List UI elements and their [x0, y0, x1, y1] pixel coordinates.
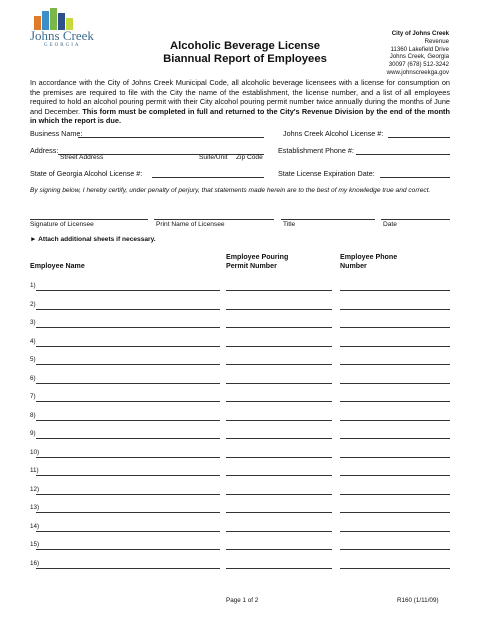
- form-title: [140, 40, 350, 66]
- employee-name-field[interactable]: [36, 327, 220, 328]
- row-number: 12): [30, 485, 40, 493]
- permit-number-field[interactable]: [226, 531, 332, 532]
- row-number: 3): [30, 319, 36, 326]
- row-number: 2): [30, 300, 36, 308]
- permit-number-field[interactable]: [226, 364, 332, 365]
- title-line-1: Alcoholic Beverage License: [169, 40, 321, 52]
- attach-note: ► Attach additional sheets if necessary.: [30, 236, 156, 243]
- print-name-label: Print Name of Licensee: [156, 221, 225, 228]
- permit-number-field[interactable]: [226, 457, 332, 458]
- business-name-field[interactable]: [78, 137, 264, 138]
- col-phone-number: Employee Phone Number: [340, 253, 398, 270]
- page-number: Page 1 of 2: [226, 597, 259, 604]
- employee-phone-field[interactable]: [340, 568, 450, 569]
- row-number: 11): [30, 467, 39, 474]
- row-number: 16): [30, 559, 40, 567]
- suite-sublabel: Suite/Unit: [199, 154, 228, 161]
- employee-name-field[interactable]: [36, 290, 220, 291]
- row-number: 14): [30, 522, 40, 530]
- row-number: 15): [30, 541, 40, 548]
- row-number: 10): [30, 448, 40, 456]
- print-name-field[interactable]: [154, 219, 274, 220]
- permit-number-field[interactable]: [226, 401, 332, 402]
- address-city: Johns Creek, Georgia: [389, 53, 449, 61]
- employee-name-field[interactable]: [36, 401, 220, 402]
- permit-number-field[interactable]: [226, 438, 332, 439]
- address-dept: Revenue: [424, 37, 449, 45]
- employee-name-field[interactable]: [36, 549, 220, 550]
- logo-name: Johns Creek: [30, 28, 94, 43]
- address-block: [387, 30, 449, 77]
- logo-subtitle: GEORGIA: [44, 43, 81, 48]
- employee-phone-field[interactable]: [340, 420, 450, 421]
- title-field[interactable]: [281, 219, 375, 220]
- row-number: 8): [30, 411, 36, 419]
- permit-number-field[interactable]: [226, 512, 332, 513]
- phone-label: Establishment Phone #:: [278, 146, 354, 155]
- permit-number-field[interactable]: [226, 383, 332, 384]
- address-website: www.johnscreekga.gov: [386, 68, 449, 76]
- certification-statement: By signing below, I hereby certify, under penalty of perjury, that statements made herein are to the best of my knowledge true and correct.: [30, 187, 431, 194]
- row-number: 6): [30, 374, 36, 382]
- city-logo-bars: [34, 8, 76, 30]
- alcohol-license-field[interactable]: [388, 137, 450, 138]
- date-label: Date: [383, 221, 397, 228]
- address-zip-phone: 30097 (678) 512-3242: [388, 61, 449, 69]
- state-license-label: State of Georgia Alcohol License #:: [30, 169, 143, 178]
- row-number: 5): [30, 356, 36, 363]
- permit-number-field[interactable]: [226, 420, 332, 421]
- employee-phone-field[interactable]: [340, 531, 450, 532]
- expiration-field[interactable]: [380, 177, 450, 178]
- employee-phone-field[interactable]: [340, 290, 450, 291]
- zip-sublabel: Zip Code: [236, 154, 263, 161]
- employee-phone-field[interactable]: [340, 327, 450, 328]
- employee-name-field[interactable]: [36, 364, 220, 365]
- employee-phone-field[interactable]: [340, 346, 450, 347]
- form-id: R160 (1/11/09): [397, 597, 439, 604]
- permit-number-field[interactable]: [226, 568, 332, 569]
- col-employee-name: Employee Name: [30, 262, 85, 270]
- employee-phone-field[interactable]: [340, 438, 450, 439]
- street-address-sublabel: Street Address: [60, 154, 104, 161]
- permit-number-field[interactable]: [226, 475, 332, 476]
- permit-number-field[interactable]: [226, 494, 332, 495]
- business-name-label: Business Name:: [30, 129, 83, 138]
- expiration-label: State License Expiration Date:: [278, 169, 375, 178]
- employee-name-field[interactable]: [36, 457, 220, 458]
- signature-field[interactable]: [30, 219, 148, 220]
- employee-phone-field[interactable]: [340, 457, 450, 458]
- employee-phone-field[interactable]: [340, 549, 450, 550]
- intro-paragraph: [30, 78, 450, 126]
- employee-name-field[interactable]: [36, 568, 220, 569]
- row-number: 7): [30, 393, 36, 400]
- employee-phone-field[interactable]: [340, 383, 450, 384]
- permit-number-field[interactable]: [226, 327, 332, 328]
- date-field[interactable]: [381, 219, 450, 220]
- employee-name-field[interactable]: [36, 383, 220, 384]
- title-line-2: Biannual Report of Employees: [163, 53, 327, 65]
- alcohol-license-label: Johns Creek Alcohol License #:: [283, 129, 384, 138]
- signature-label: Signature of Licensee: [30, 221, 94, 228]
- employee-phone-field[interactable]: [340, 364, 450, 365]
- address-label: Address:: [30, 146, 59, 155]
- row-number: 9): [30, 430, 36, 437]
- col-pouring-permit: Employee Pouring Permit Number: [226, 253, 289, 270]
- state-license-field[interactable]: [152, 177, 264, 178]
- row-number: 4): [30, 337, 36, 345]
- permit-number-field[interactable]: [226, 549, 332, 550]
- title-label: Title: [283, 221, 296, 228]
- employee-name-field[interactable]: [36, 346, 220, 347]
- row-number: 13): [30, 504, 40, 511]
- phone-field[interactable]: [356, 154, 450, 155]
- row-number: 1): [30, 282, 36, 289]
- employee-phone-field[interactable]: [340, 475, 450, 476]
- employee-phone-field[interactable]: [340, 401, 450, 402]
- employee-name-field[interactable]: [36, 475, 220, 476]
- permit-number-field[interactable]: [226, 346, 332, 347]
- employee-name-field[interactable]: [36, 420, 220, 421]
- address-org: City of Johns Creek: [391, 30, 449, 37]
- employee-phone-field[interactable]: [340, 309, 450, 310]
- address-street: 11360 Lakefield Drive: [390, 45, 449, 53]
- employee-name-field[interactable]: [36, 309, 220, 310]
- employee-phone-field[interactable]: [340, 494, 450, 495]
- employee-name-field[interactable]: [36, 531, 220, 532]
- employee-name-field[interactable]: [36, 438, 220, 439]
- employee-phone-field[interactable]: [340, 512, 450, 513]
- intro-bold-text: This form must be completed in full and returned to the City's Revenue Division by the end of the month in which the report is due.: [30, 106, 450, 126]
- permit-number-field[interactable]: [226, 290, 332, 291]
- employee-name-field[interactable]: [36, 512, 220, 513]
- employee-name-field[interactable]: [36, 494, 220, 495]
- permit-number-field[interactable]: [226, 309, 332, 310]
- intro-text: In accordance with the City of Johns Creek Municipal Code, all alcoholic beverage licensees with a license for consumption on the premises are required to file with the City the name of the establishment, the license number, and a list of all employees required to hold an alcohol pouring permit with their City alcohol pouring permit number twice annually during the months of June and December.: [30, 78, 450, 116]
- logo-bar: [50, 8, 57, 30]
